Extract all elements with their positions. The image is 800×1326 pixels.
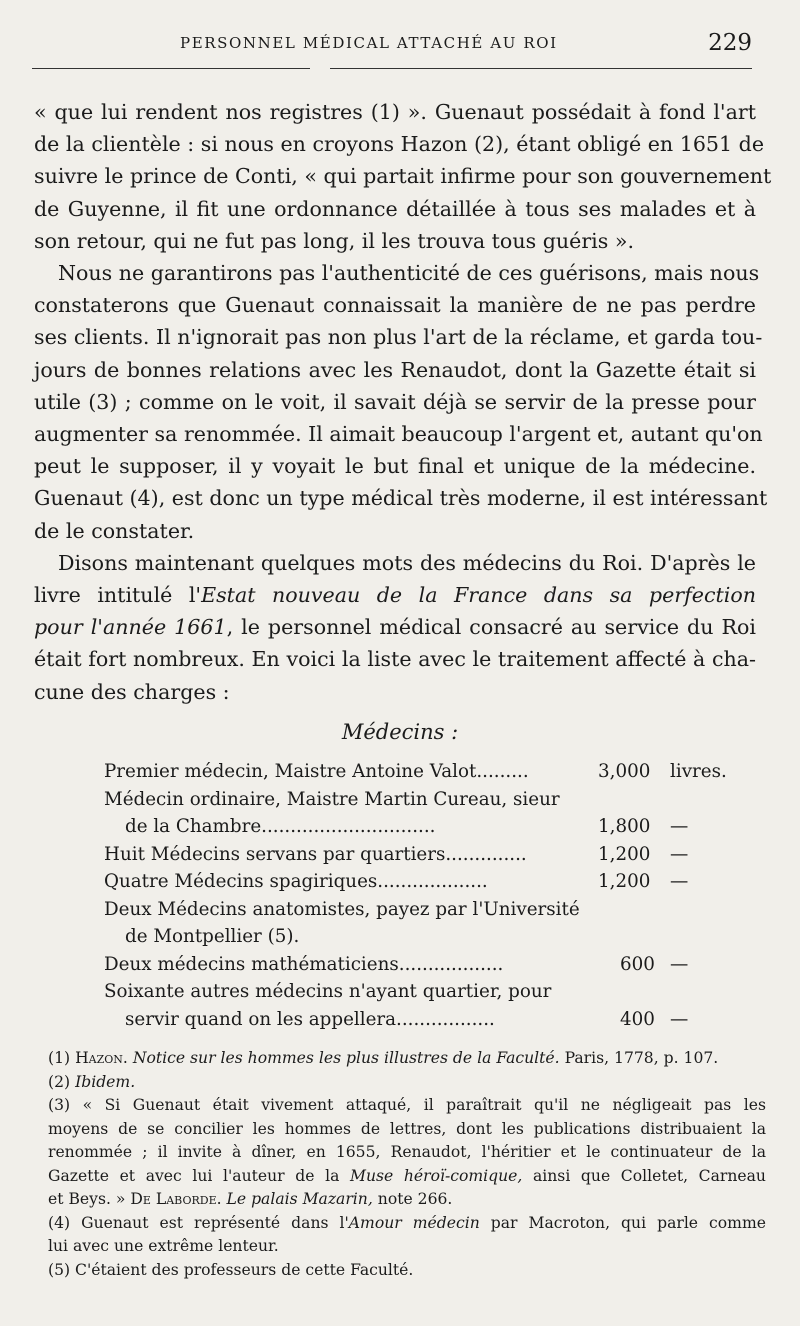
text-line xyxy=(34,579,756,611)
text-line: ses clients. Il n'ignorait pas non plus l'art de la réclame, et garda tou- xyxy=(34,325,763,350)
list-item xyxy=(104,758,744,786)
footnote-title: Notice sur les hommes les plus illustres de la Faculté. xyxy=(132,1049,560,1067)
footnote-4-line: lui avec une extrême lenteur. xyxy=(48,1237,279,1255)
salary-unit: — xyxy=(670,1008,689,1030)
salary-amount: 1,800 xyxy=(598,816,651,837)
text-line: son retour, qui ne fut pas long, il les trouva tous guéris ». xyxy=(34,228,635,253)
book-title-italic: pour l'année 1661 xyxy=(34,615,227,640)
footnote-3-line: moyens de se concilier les hommes de lettres, dont les publications distribuaient la xyxy=(48,1119,766,1138)
paragraph-2 xyxy=(34,257,768,547)
text-line: Disons maintenant quelques mots des médecins du Roi. D'après le xyxy=(58,550,756,575)
footnote-text: Gazette et avec lui l'auteur de la xyxy=(48,1166,340,1185)
staff-description: servir quand on les appellera................. xyxy=(125,1008,495,1030)
salary-amount: 1,200 xyxy=(598,843,651,865)
footnote-text: (4) Guenaut est représenté dans l' xyxy=(48,1213,349,1232)
text-line: augmenter sa renommée. Il aimait beaucoup l'argent et, autant qu'on xyxy=(34,422,763,447)
text-line: de Guyenne, il fit une ordonnance détaillée à tous ses malades et à xyxy=(34,196,756,221)
page-number: 229 xyxy=(708,30,752,56)
list-item xyxy=(104,951,744,979)
text-line: jours de bonnes relations avec les Renaudot, dont la Gazette était si xyxy=(34,357,756,382)
list-item xyxy=(104,1006,744,1034)
footnote-3-line: renommée ; il invite à dîner, en 1655, Renaudot, l'héritier et le continuateur de la xyxy=(48,1143,766,1161)
footnote-1 xyxy=(48,1047,766,1071)
footnote-number: (1) xyxy=(48,1049,71,1067)
staff-description: de la Chambre.............................. xyxy=(125,816,436,837)
footnote-2 xyxy=(48,1071,766,1095)
footnote-text: ainsi que Colletet, Carneau xyxy=(532,1166,766,1185)
salary-amount: 1,200 xyxy=(598,871,651,892)
staff-description: Deux médecins mathématiciens.................. xyxy=(104,953,504,975)
salary-unit: livres. xyxy=(670,761,727,782)
footnote-3-line xyxy=(48,1165,766,1189)
list-item xyxy=(104,923,744,951)
footnote-author: Hazon. xyxy=(75,1049,128,1067)
footnote-title: Amour médecin xyxy=(348,1213,480,1232)
text-line: utile (3) ; comme on le voit, il savait déjà se servir de la presse pour xyxy=(34,389,756,414)
body-text xyxy=(34,96,772,708)
physicians-list xyxy=(104,758,744,1033)
staff-description: Soixante autres médecins n'ayant quartier, pour xyxy=(104,981,552,1002)
text-line: était fort nombreux. En voici la liste avec le traitement affecté à cha- xyxy=(34,647,756,672)
book-title-italic: Estat nouveau de la France dans sa perfection xyxy=(201,583,756,608)
footnote-author: De Laborde. xyxy=(130,1190,222,1208)
header-rule-left xyxy=(32,68,310,69)
page-header xyxy=(32,30,752,60)
text-line: Nous ne garantirons pas l'authenticité de ces guérisons, mais nous xyxy=(58,261,760,286)
text-fragment: , le personnel médical consacré au service du Roi xyxy=(226,615,756,640)
salary-amount: 400 xyxy=(620,1008,655,1030)
list-item xyxy=(104,868,744,896)
text-line: suivre le prince de Conti, « qui partait infirme pour son gouvernement xyxy=(34,164,772,189)
footnote-text: Paris, 1778, p. 107. xyxy=(564,1049,719,1067)
text-line: Guenaut (4), est donc un type médical très moderne, il est intéressant xyxy=(34,486,768,511)
text-line: constaterons que Guenaut connaissait la manière de ne pas perdre xyxy=(34,293,756,318)
text-fragment: livre intitulé l' xyxy=(34,583,202,608)
footnote-text: Ibidem. xyxy=(75,1072,136,1091)
paragraph-3 xyxy=(34,547,756,708)
text-line: « que lui rendent nos registres (1) ». Guenaut possédait à fond l'art xyxy=(34,100,756,124)
staff-description: Premier médecin, Maistre Antoine Valot......... xyxy=(104,761,529,782)
list-item xyxy=(104,786,744,814)
list-item xyxy=(104,978,744,1006)
salary-unit: — xyxy=(670,953,689,975)
list-item xyxy=(104,896,744,924)
staff-description: Quatre Médecins spagiriques................... xyxy=(104,871,488,892)
footnote-text: par Macroton, qui parle comme xyxy=(490,1213,766,1232)
footnote-3-line xyxy=(48,1188,766,1212)
footnote-3-line: (3) « Si Guenaut était vivement attaqué, il paraîtrait qu'il ne négligeait pas les xyxy=(48,1096,766,1114)
physicians-heading: Médecins : xyxy=(341,720,459,744)
staff-description: Médecin ordinaire, Maistre Martin Cureau, sieur xyxy=(104,788,560,810)
footnote-5: (5) C'étaient des professeurs de cette Faculté. xyxy=(48,1260,414,1279)
footnote-text: et Beys. » xyxy=(48,1190,126,1208)
footnote-title: Muse héroï-comique, xyxy=(350,1166,523,1185)
salary-amount: 3,000 xyxy=(598,761,651,782)
salary-unit: — xyxy=(670,871,689,892)
salary-unit: — xyxy=(670,843,689,865)
footnote-text: note 266. xyxy=(377,1190,453,1208)
text-line: cune des charges : xyxy=(34,679,230,704)
text-line: de la clientèle : si nous en croyons Hazon (2), étant obligé en 1651 de xyxy=(34,132,765,157)
salary-unit: — xyxy=(670,816,689,837)
list-item xyxy=(104,813,744,841)
footnote-number: (2) xyxy=(48,1072,71,1091)
footnote-4-line xyxy=(48,1212,766,1236)
text-line: peut le supposer, il y voyait le but final et unique de la médecine. xyxy=(34,454,756,479)
text-line: de le constater. xyxy=(34,518,195,543)
staff-description: de Montpellier (5). xyxy=(125,926,300,947)
footnote-title: Le palais Mazarin, xyxy=(226,1190,373,1208)
header-rule-right xyxy=(330,68,752,69)
paragraph-1 xyxy=(34,96,772,257)
list-item xyxy=(104,841,744,869)
staff-description: Deux Médecins anatomistes, payez par l'Université xyxy=(104,898,580,920)
text-line xyxy=(34,611,756,643)
running-title: PERSONNEL MÉDICAL ATTACHÉ AU ROI xyxy=(180,34,558,52)
salary-amount: 600 xyxy=(620,953,655,975)
footnotes xyxy=(48,1047,766,1282)
staff-description: Huit Médecins servans par quartiers.............. xyxy=(104,843,527,865)
